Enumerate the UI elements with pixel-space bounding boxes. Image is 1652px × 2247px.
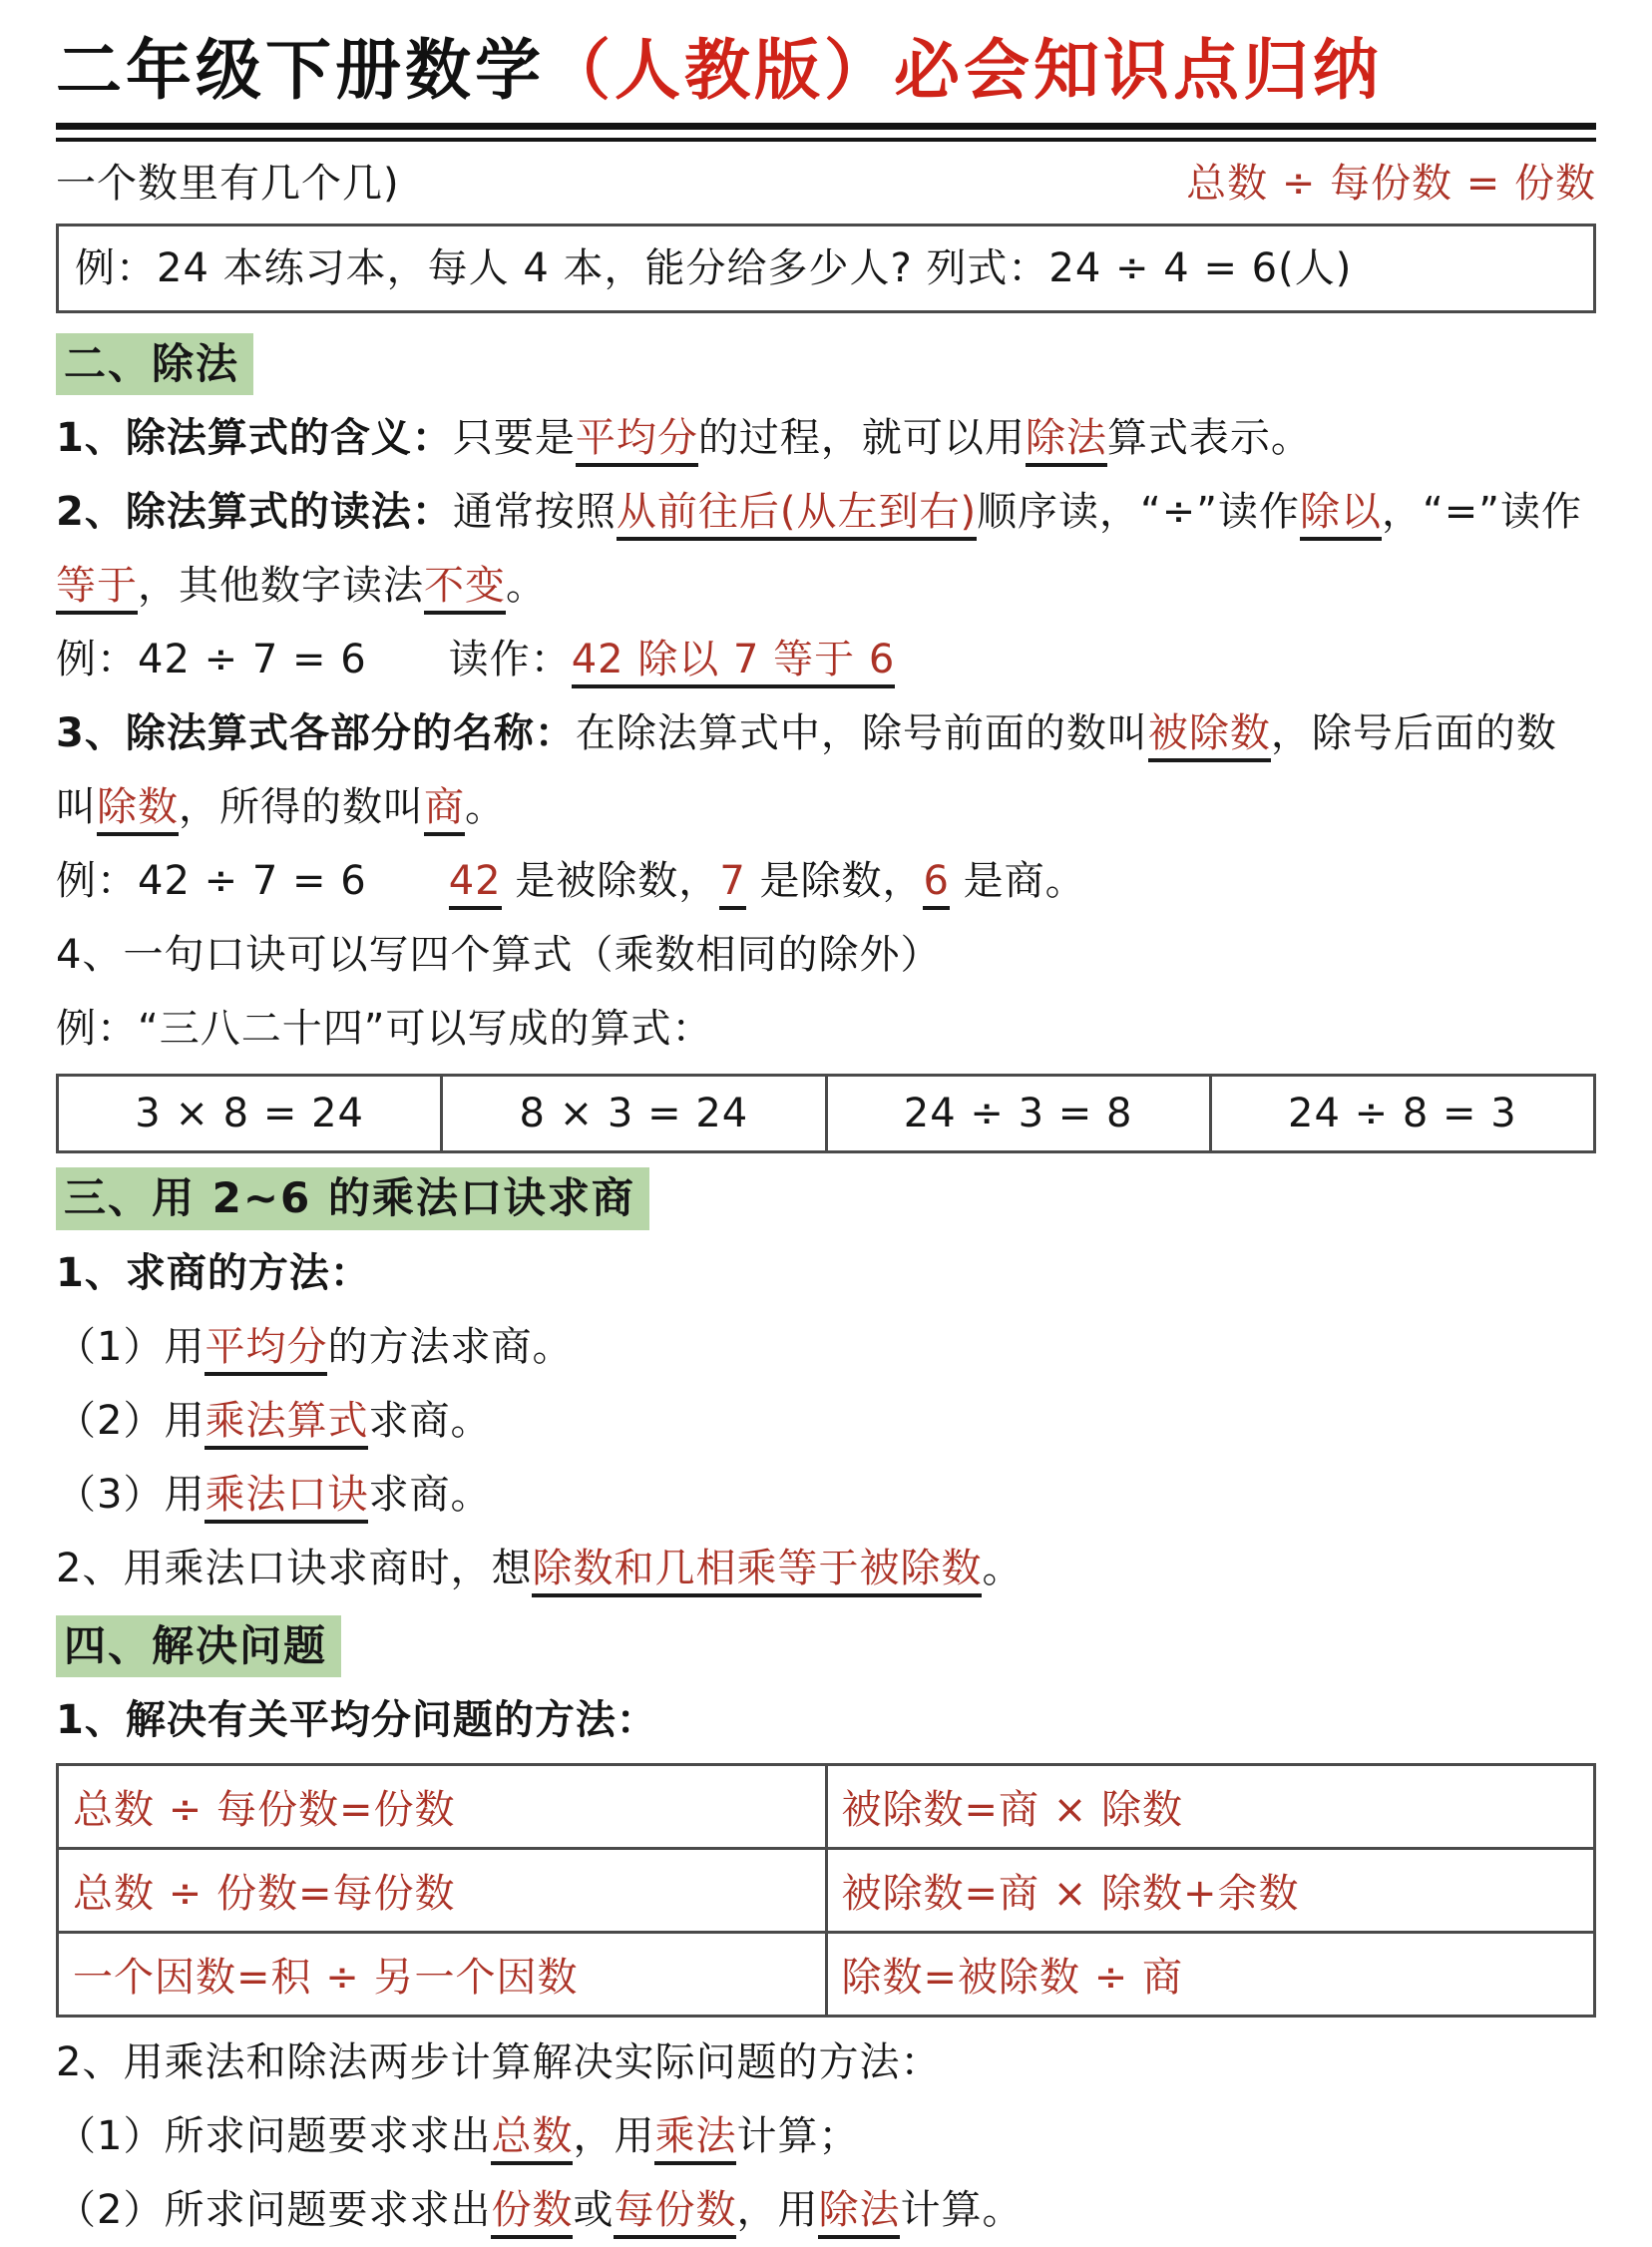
paragraph-parts-example (56, 844, 1596, 918)
text-segment: 。 (465, 784, 506, 830)
paragraph-two-step-2 (56, 2173, 1596, 2247)
text-segment: 是除数， (745, 858, 924, 904)
formula-row-2 (58, 1849, 1595, 1933)
page-title (56, 30, 1596, 113)
text-segment: 不变 (424, 563, 506, 615)
formula-row-3 (58, 1933, 1595, 2017)
paragraph-two-step (56, 2025, 1596, 2099)
text-segment: ，用 (573, 2113, 655, 2159)
section-heading-division: 二、除法 (56, 333, 253, 396)
equation-cell-1: 3 × 8 = 24 (58, 1076, 442, 1152)
text-segment: 通常按照 (452, 489, 617, 535)
text-segment: ，用 (736, 2187, 819, 2233)
text-segment: 除以 (1300, 489, 1382, 541)
text-segment: 乘法 (654, 2113, 736, 2165)
paragraph-method-2 (56, 1384, 1596, 1458)
paragraph-method-1 (56, 1310, 1596, 1384)
text-segment: 7 (719, 858, 745, 910)
text-segment: 是商。 (949, 858, 1086, 904)
text-segment: 或 (573, 2187, 615, 2233)
text-segment: 计算； (736, 2113, 860, 2159)
section-heading-quotient: 三、用 2~6 的乘法口诀求商 (56, 1167, 649, 1230)
text-segment: 2、用乘法口诀求商时，想 (56, 1545, 533, 1591)
text-segment: 顺序读，“÷”读作 (977, 489, 1301, 535)
text-segment: （3）用 (56, 1471, 206, 1518)
intro-row (56, 154, 1596, 214)
formula-cell-2-2: 被除数=商 × 除数+余数 (826, 1849, 1595, 1933)
paragraph-division-reading (56, 475, 1596, 623)
text-segment: ，“=”读作 (1382, 489, 1582, 535)
paragraph-division-meaning (56, 401, 1596, 475)
formula-cell-3-2: 除数=被除数 ÷ 商 (826, 1933, 1595, 2017)
text-segment: 2、除法算式的读法： (56, 489, 453, 535)
text-segment: 1、求商的方法： (56, 1249, 371, 1296)
text-segment: 4、一句口诀可以写四个算式（乘数相同的除外） (56, 932, 942, 978)
text-segment: 等于 (56, 563, 138, 615)
formula-cell-2-1: 总数 ÷ 份数=每份数 (58, 1849, 827, 1933)
text-segment: 除法 (818, 2187, 900, 2239)
text-segment: 在除法算式中，除号前面的数叫 (575, 710, 1148, 756)
text-segment: 42 (449, 858, 502, 910)
text-segment: 算式表示。 (1106, 415, 1312, 461)
text-segment: 被除数 (1148, 710, 1271, 762)
text-segment: （2）所求问题要求求出 (56, 2187, 492, 2233)
text-segment: （1）所求问题要求求出 (56, 2113, 492, 2159)
formula-cell-1-1: 总数 ÷ 每份数=份数 (58, 1765, 827, 1849)
formula-cell-3-1: 一个因数=积 ÷ 另一个因数 (58, 1933, 827, 2017)
text-segment: 的过程，就可以用 (697, 415, 1026, 461)
equation-cell-4: 24 ÷ 8 = 3 (1210, 1076, 1594, 1152)
paragraph-four-equations-example (56, 992, 1596, 1066)
text-segment: 除数 (97, 784, 179, 836)
paragraph-two-step-1 (56, 2099, 1596, 2173)
text-segment: 求商。 (368, 1471, 492, 1518)
title-divider (56, 123, 1596, 142)
text-segment: 总数 (491, 2113, 573, 2165)
formula-row-1 (58, 1765, 1595, 1849)
text-segment: （2）用 (56, 1397, 206, 1444)
paragraph-four-equations (56, 918, 1596, 992)
text-segment: 计算。 (900, 2187, 1024, 2233)
text-segment: 除法 (1026, 415, 1107, 467)
text-segment: 3、除法算式各部分的名称： (56, 710, 576, 756)
text-segment: 的方法求商。 (327, 1323, 574, 1370)
intro-left-text: 一个数里有几个几) (56, 160, 400, 207)
text-segment: 例：“三八二十四”可以写成的算式： (56, 1006, 713, 1052)
example-box: 例：24 本练习本，每人 4 本，能分给多少人? 列式：24 ÷ 4 = 6(人) (56, 224, 1596, 313)
text-segment: 。 (506, 563, 547, 609)
text-segment: ，所得的数叫 (179, 784, 424, 830)
text-segment: 。 (982, 1545, 1024, 1591)
formula-cell-1-2: 被除数=商 × 除数 (826, 1765, 1595, 1849)
text-segment: （1）用 (56, 1323, 206, 1370)
text-segment: 商 (424, 784, 465, 836)
paragraph-quotient-methods (56, 1236, 1596, 1310)
formula-table (56, 1763, 1596, 2018)
paragraph-division-parts (56, 696, 1596, 844)
paragraph-reading-example (56, 623, 1596, 696)
equation-cell-2: 8 × 3 = 24 (442, 1076, 826, 1152)
text-segment: 每份数 (614, 2187, 736, 2239)
text-segment: 平均分 (205, 1324, 327, 1376)
page-title-black: 二年级下册数学 (56, 32, 545, 109)
paragraph-solving-methods (56, 1683, 1596, 1757)
text-segment: 例：42 ÷ 7 = 6 读作： (56, 637, 572, 682)
text-segment: 平均分 (576, 415, 698, 467)
text-segment: 只要是 (452, 415, 576, 461)
text-segment: 乘法算式 (205, 1398, 368, 1450)
text-segment: 42 除以 7 等于 6 (572, 637, 896, 688)
text-segment: 乘法口诀 (205, 1472, 368, 1524)
text-segment: ，除号后面的数叫 (56, 710, 1557, 830)
equations-row (58, 1076, 1595, 1152)
page-title-red: （人教版）必会知识点归纳 (545, 32, 1383, 109)
intro-formula: 总数 ÷ 每份数 = 份数 (1186, 160, 1596, 207)
text-segment: 6 (923, 858, 949, 910)
text-segment: 份数 (491, 2187, 573, 2239)
text-segment: 是被除数， (501, 858, 720, 904)
text-segment: 例：42 ÷ 7 = 6 (56, 858, 449, 904)
text-segment: 2、用乘法和除法两步计算解决实际问题的方法： (56, 2039, 942, 2085)
text-segment: 从前往后(从左到右) (617, 489, 977, 541)
section-heading-solving: 四、解决问题 (56, 1615, 341, 1678)
text-segment: ，其他数字读法 (138, 563, 424, 609)
equation-cell-3: 24 ÷ 3 = 8 (826, 1076, 1210, 1152)
text-segment: 1、解决有关平均分问题的方法： (56, 1697, 657, 1743)
equations-table (56, 1074, 1596, 1153)
text-segment: 1、除法算式的含义： (56, 415, 453, 461)
text-segment: 求商。 (368, 1397, 492, 1444)
paragraph-method-3 (56, 1458, 1596, 1532)
text-segment: 除数和几相乘等于被除数 (532, 1546, 982, 1597)
paragraph-quotient-think (56, 1532, 1596, 1605)
